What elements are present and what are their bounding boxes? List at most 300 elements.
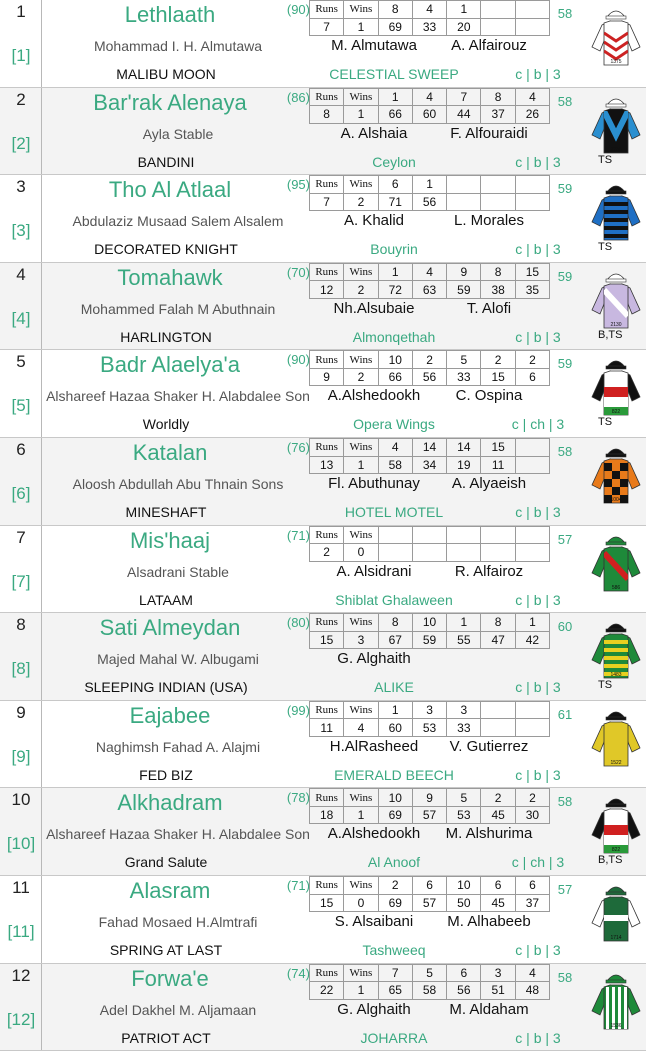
dam-name: EMERALD BEECH: [334, 766, 454, 783]
horse-attributes: c | b | 3: [515, 942, 561, 958]
horse-attributes: c | b | 3: [515, 679, 561, 696]
trainer-name: C. Ospina: [455, 387, 523, 405]
number-column: [0, 263, 42, 350]
jockey-name: A. Alsidrani: [336, 562, 412, 580]
form-row: [310, 964, 550, 982]
form-cell: 35: [515, 281, 549, 299]
form-cell: 8: [310, 106, 344, 124]
horse-name-link[interactable]: Alkhadram: [117, 790, 223, 816]
horse-name-link[interactable]: Forwa'e: [131, 965, 209, 991]
trainer-name: L. Morales: [453, 212, 525, 230]
form-cell: [481, 18, 515, 36]
form-cell: [481, 701, 515, 719]
form-cell: 2: [378, 877, 412, 895]
form-cell: 69: [378, 894, 412, 912]
form-table: [309, 350, 550, 386]
jockey-name: G. Alghaith: [337, 650, 411, 668]
form-cell: 67: [378, 631, 412, 649]
form-cell: Wins: [344, 439, 378, 457]
dam-name: Bouyrin: [370, 241, 418, 258]
form-cell: 10: [378, 789, 412, 807]
form-cell: 1: [344, 18, 378, 36]
jockey-silks-icon: [590, 353, 642, 419]
form-cell: 33: [447, 368, 481, 386]
form-cell: Runs: [310, 526, 344, 544]
form-cell: 30: [515, 806, 549, 824]
form-cell: Wins: [344, 877, 378, 895]
horse-name-link[interactable]: Sati Almeydan: [99, 615, 241, 641]
form-table: [309, 263, 550, 299]
sire-name: Worldly: [142, 416, 190, 433]
form-row: [310, 789, 550, 807]
form-cell: 4: [515, 964, 549, 982]
horse-name-link[interactable]: Bar'rak Alenaya: [93, 89, 247, 115]
form-row: [310, 18, 550, 36]
medication: TS: [598, 153, 613, 166]
trainer-name: F. Alfouraidi: [450, 124, 528, 142]
rating: (76): [286, 440, 310, 455]
form-cell: [481, 526, 515, 544]
form-cell: 4: [412, 1, 446, 19]
owner-name: Alsadrani Stable: [127, 563, 229, 580]
form-row: [310, 176, 550, 194]
medication: TS: [598, 241, 613, 254]
rating: (99): [286, 702, 310, 718]
horse-name-link[interactable]: Lethlaath: [124, 2, 216, 27]
form-cell: 7: [310, 18, 344, 36]
jockey-name: G. Alghaith: [337, 1000, 411, 1018]
form-cell: 51: [481, 982, 515, 1000]
gate-number: [8]: [11, 659, 31, 679]
runner-row[interactable]: [0, 438, 646, 526]
jockey-silks-icon: [590, 266, 642, 332]
weight: 58: [557, 794, 573, 810]
form-cell: 8: [378, 614, 412, 632]
form-cell: 71: [378, 193, 412, 211]
form-cell: 2: [515, 789, 549, 807]
form-cell: [447, 526, 481, 544]
form-cell: 3: [481, 964, 515, 982]
dam-name: CELESTIAL SWEEP: [329, 66, 459, 82]
trainer-name: M. Aldaham: [449, 1000, 529, 1018]
form-row: [310, 263, 550, 281]
form-table: [309, 788, 550, 824]
form-cell: 2: [344, 368, 378, 386]
form-cell: 56: [412, 368, 446, 386]
form-cell: 6: [515, 368, 549, 386]
form-cell: 33: [447, 719, 481, 737]
form-cell: [447, 193, 481, 211]
trainer-name: M. Alhabeeb: [447, 913, 531, 930]
form-table: [309, 613, 550, 649]
jockey-name: A. Khalid: [343, 212, 405, 230]
owner-name: Abdulaziz Musaad Salem Alsalem: [72, 213, 284, 230]
dam-name: Tashweeq: [362, 942, 426, 958]
form-cell: 4: [378, 439, 412, 457]
horse-attributes: c | b | 3: [515, 1029, 561, 1046]
horse-name-link[interactable]: Alasram: [129, 878, 211, 903]
runner-number: 1: [16, 2, 26, 21]
form-cell: 48: [515, 982, 549, 1000]
runner-number: 7: [16, 527, 26, 547]
form-row: [310, 106, 550, 124]
runner-row[interactable]: [0, 0, 646, 88]
form-table: [309, 175, 550, 211]
runner-row[interactable]: [0, 88, 646, 176]
form-cell: Wins: [344, 88, 378, 106]
medication: TS: [598, 679, 613, 692]
form-row: [310, 877, 550, 895]
form-cell: 53: [412, 719, 446, 737]
form-row: [310, 894, 550, 912]
rating: (74): [286, 965, 310, 981]
form-cell: 56: [412, 193, 446, 211]
form-cell: 45: [481, 894, 515, 912]
horse-name-link[interactable]: Mis'haaj: [129, 527, 210, 553]
form-cell: 1: [378, 263, 412, 281]
svg-text:586: 586: [611, 584, 621, 591]
form-cell: 8: [481, 263, 515, 281]
sire-name: SLEEPING INDIAN (USA): [84, 679, 248, 696]
form-cell: 0: [344, 894, 378, 912]
form-cell: 20: [447, 18, 481, 36]
horse-name-link[interactable]: Katalan: [132, 440, 208, 465]
sire-name: DECORATED KNIGHT: [94, 241, 238, 258]
form-cell: 65: [378, 982, 412, 1000]
form-cell: Wins: [344, 351, 378, 369]
jockey-name: Fl. Abuthunay: [328, 475, 420, 492]
svg-text:2130: 2130: [610, 321, 622, 328]
runner-number: 4: [16, 264, 26, 284]
medication: B,TS: [598, 328, 623, 341]
form-cell: [412, 526, 446, 544]
weight: 58: [557, 93, 573, 109]
runner-row[interactable]: [0, 263, 646, 351]
form-cell: Runs: [310, 439, 344, 457]
form-table: [309, 701, 550, 737]
form-cell: 1: [412, 176, 446, 194]
weight: 58: [557, 6, 573, 21]
form-cell: Runs: [310, 176, 344, 194]
form-cell: 55: [447, 631, 481, 649]
runner-row[interactable]: [0, 788, 646, 876]
form-cell: 60: [412, 106, 446, 124]
sire-name: LATAAM: [139, 591, 193, 608]
owner-name: Alshareef Hazaa Shaker H. Alabdalee Son: [46, 826, 310, 843]
form-cell: [515, 719, 549, 737]
form-table: [309, 0, 550, 36]
form-cell: 15: [515, 263, 549, 281]
form-cell: 6: [447, 964, 481, 982]
form-cell: 69: [378, 806, 412, 824]
form-cell: [515, 544, 549, 562]
form-cell: 1: [344, 806, 378, 824]
jockey-silks-icon: [590, 704, 642, 770]
form-cell: Wins: [344, 964, 378, 982]
runner-number: 5: [16, 352, 26, 372]
form-cell: Runs: [310, 351, 344, 369]
form-cell: Runs: [310, 964, 344, 982]
jockey-silks-icon: [590, 441, 642, 507]
number-column: [0, 88, 42, 175]
form-cell: Wins: [344, 263, 378, 281]
owner-name: Mohammed Falah M Abuthnain: [80, 300, 276, 317]
rating: (71): [286, 527, 310, 543]
jockey-name: A. Alshaia: [340, 124, 408, 142]
form-cell: 3: [412, 701, 446, 719]
form-cell: 5: [447, 789, 481, 807]
form-cell: Wins: [344, 701, 378, 719]
form-cell: Runs: [310, 1, 344, 19]
form-cell: Wins: [344, 176, 378, 194]
form-cell: 9: [310, 368, 344, 386]
form-cell: 72: [378, 281, 412, 299]
form-cell: Wins: [344, 526, 378, 544]
owner-name: Fahad Mosaed H.Almtrafi: [98, 914, 258, 930]
medication: B,TS: [598, 854, 623, 867]
form-cell: 1: [515, 614, 549, 632]
form-cell: 6: [412, 877, 446, 895]
form-cell: 14: [412, 439, 446, 457]
form-row: [310, 281, 550, 299]
weight: 58: [557, 969, 573, 985]
form-cell: Runs: [310, 789, 344, 807]
svg-text:2235: 2235: [610, 146, 622, 153]
form-cell: [481, 719, 515, 737]
runner-number: 8: [16, 615, 26, 635]
form-cell: 5: [412, 964, 446, 982]
form-cell: 50: [447, 894, 481, 912]
form-cell: Runs: [310, 263, 344, 281]
form-cell: 10: [378, 351, 412, 369]
sire-name: HARLINGTON: [120, 328, 212, 345]
runner-number: 9: [16, 702, 26, 722]
form-cell: [481, 1, 515, 19]
form-cell: [515, 176, 549, 194]
number-column: [0, 0, 42, 87]
form-cell: 9: [447, 263, 481, 281]
jockey-silks-icon: [590, 178, 642, 244]
gate-number: [7]: [11, 571, 31, 591]
form-cell: 2: [310, 544, 344, 562]
owner-name: Mohammad I. H. Almutawa: [93, 38, 263, 54]
rating: (86): [286, 89, 310, 105]
form-cell: [515, 701, 549, 719]
rating: (71): [286, 878, 310, 893]
form-row: [310, 806, 550, 824]
runner-row[interactable]: [0, 964, 646, 1052]
form-cell: 4: [344, 719, 378, 737]
form-row: [310, 719, 550, 737]
form-cell: [447, 176, 481, 194]
trainer-name: T. Alofi: [466, 299, 512, 317]
form-cell: 2: [344, 193, 378, 211]
runner-row[interactable]: [0, 175, 646, 263]
dam-name: JOHARRA: [360, 1029, 428, 1046]
sire-name: Grand Salute: [124, 854, 208, 871]
form-cell: 4: [515, 88, 549, 106]
form-cell: 11: [310, 719, 344, 737]
horse-name-link[interactable]: Badr Alaelya'a: [100, 352, 240, 378]
owner-name: Majed Mahal W. Albugami: [97, 651, 259, 668]
rating: (80): [286, 615, 310, 631]
jockey-name: A.Alshedookh: [327, 825, 421, 843]
form-cell: 2: [481, 351, 515, 369]
horse-name-link[interactable]: Tho Al Atlaal: [108, 177, 232, 203]
form-cell: [515, 18, 549, 36]
runner-row[interactable]: [0, 876, 646, 964]
medication: TS: [598, 416, 613, 429]
svg-text:1483: 1483: [610, 672, 622, 679]
form-cell: [481, 544, 515, 562]
form-cell: 1: [447, 614, 481, 632]
form-cell: 11: [481, 456, 515, 474]
runner-row[interactable]: [0, 526, 646, 614]
form-cell: 4: [412, 263, 446, 281]
form-cell: 1: [344, 106, 378, 124]
gate-number: [12]: [6, 1009, 36, 1029]
form-cell: 15: [310, 631, 344, 649]
form-row: [310, 439, 550, 457]
weight: 59: [557, 356, 573, 372]
form-cell: 45: [481, 806, 515, 824]
horse-attributes: c | b | 3: [515, 766, 561, 783]
form-cell: 0: [344, 544, 378, 562]
weight: 57: [557, 882, 573, 897]
form-cell: [447, 544, 481, 562]
weight: 57: [557, 531, 573, 547]
form-cell: [515, 456, 549, 474]
form-cell: [481, 176, 515, 194]
form-cell: 38: [481, 281, 515, 299]
number-column: [0, 788, 42, 875]
runner-row[interactable]: [0, 350, 646, 438]
rating: (90): [286, 2, 310, 17]
horse-name-link[interactable]: Eajabee: [129, 702, 211, 728]
number-column: [0, 526, 42, 613]
svg-text:1522: 1522: [610, 759, 622, 766]
form-cell: Wins: [344, 789, 378, 807]
form-cell: 44: [447, 106, 481, 124]
sire-name: PATRIOT ACT: [121, 1029, 211, 1046]
form-table: [309, 438, 550, 474]
form-row: [310, 1, 550, 19]
rating: (90): [286, 352, 310, 368]
dam-name: Ceylon: [372, 153, 416, 170]
horse-attributes: c | b | 3: [515, 328, 561, 345]
number-column: [0, 613, 42, 700]
form-cell: 1: [344, 456, 378, 474]
number-column: [0, 350, 42, 437]
form-cell: Runs: [310, 701, 344, 719]
form-cell: 7: [310, 193, 344, 211]
dam-name: Almonqethah: [352, 328, 436, 345]
form-cell: 2: [412, 351, 446, 369]
jockey-silks-icon: [590, 967, 642, 1033]
form-cell: [481, 193, 515, 211]
form-cell: 1: [378, 701, 412, 719]
weight: 61: [557, 706, 573, 722]
form-cell: Runs: [310, 88, 344, 106]
form-cell: Wins: [344, 1, 378, 19]
form-row: [310, 193, 550, 211]
form-cell: [515, 439, 549, 457]
form-cell: 4: [412, 88, 446, 106]
dam-name: Shiblat Ghalaween: [335, 591, 453, 608]
form-cell: 8: [378, 1, 412, 19]
jockey-name: H.AlRasheed: [329, 737, 419, 755]
svg-text:1423: 1423: [610, 234, 622, 241]
form-cell: 14: [447, 439, 481, 457]
horse-attributes: c | b | 3: [515, 591, 561, 608]
form-cell: 57: [412, 806, 446, 824]
rating: (78): [286, 790, 310, 806]
form-cell: 12: [310, 281, 344, 299]
svg-text:1536: 1536: [610, 1022, 622, 1029]
trainer-name: M. Alshurima: [445, 825, 533, 843]
sire-name: BANDINI: [137, 153, 195, 170]
form-cell: 37: [481, 106, 515, 124]
jockey-silks-icon: [590, 529, 642, 595]
form-cell: 9: [412, 789, 446, 807]
horse-name-link[interactable]: Tomahawk: [117, 264, 223, 290]
form-cell: [412, 544, 446, 562]
form-cell: 58: [378, 456, 412, 474]
gate-number: [1]: [11, 46, 31, 65]
form-cell: 66: [378, 106, 412, 124]
form-cell: 60: [378, 719, 412, 737]
jockey-silks-icon: [590, 616, 642, 682]
weight: 60: [557, 619, 573, 635]
form-row: [310, 368, 550, 386]
owner-name: Adel Dakhel M. Aljamaan: [99, 1001, 257, 1018]
form-cell: [378, 544, 412, 562]
number-column: [0, 964, 42, 1051]
form-cell: 15: [481, 439, 515, 457]
sire-name: MALIBU MOON: [116, 66, 216, 82]
form-cell: 1: [447, 1, 481, 19]
form-row: [310, 614, 550, 632]
form-cell: Runs: [310, 614, 344, 632]
form-cell: 56: [447, 982, 481, 1000]
form-cell: 59: [412, 631, 446, 649]
runner-row[interactable]: [0, 701, 646, 789]
jockey-silks-icon: [590, 879, 642, 945]
weight: 59: [557, 268, 573, 284]
gate-number: [9]: [11, 746, 31, 766]
jockey-name: Nh.Alsubaie: [333, 299, 415, 317]
runner-row[interactable]: [0, 613, 646, 701]
form-table: [309, 526, 550, 562]
trainer-name: R. Alfairoz: [454, 562, 524, 580]
sire-name: SPRING AT LAST: [109, 942, 223, 958]
gate-number: [11]: [7, 922, 35, 941]
trainer-name: A. Alfairouz: [451, 37, 527, 54]
form-cell: 6: [481, 877, 515, 895]
gate-number: [4]: [11, 308, 31, 328]
form-cell: 6: [515, 877, 549, 895]
form-cell: 1: [344, 982, 378, 1000]
gate-number: [10]: [6, 834, 36, 854]
trainer-name: A. Alyaeish: [451, 475, 527, 492]
form-cell: 58: [412, 982, 446, 1000]
form-cell: 10: [447, 877, 481, 895]
form-row: [310, 631, 550, 649]
form-cell: 34: [412, 456, 446, 474]
number-column: [0, 876, 42, 963]
sire-name: FED BIZ: [139, 766, 193, 783]
jockey-name: M. Almutawa: [331, 37, 417, 54]
